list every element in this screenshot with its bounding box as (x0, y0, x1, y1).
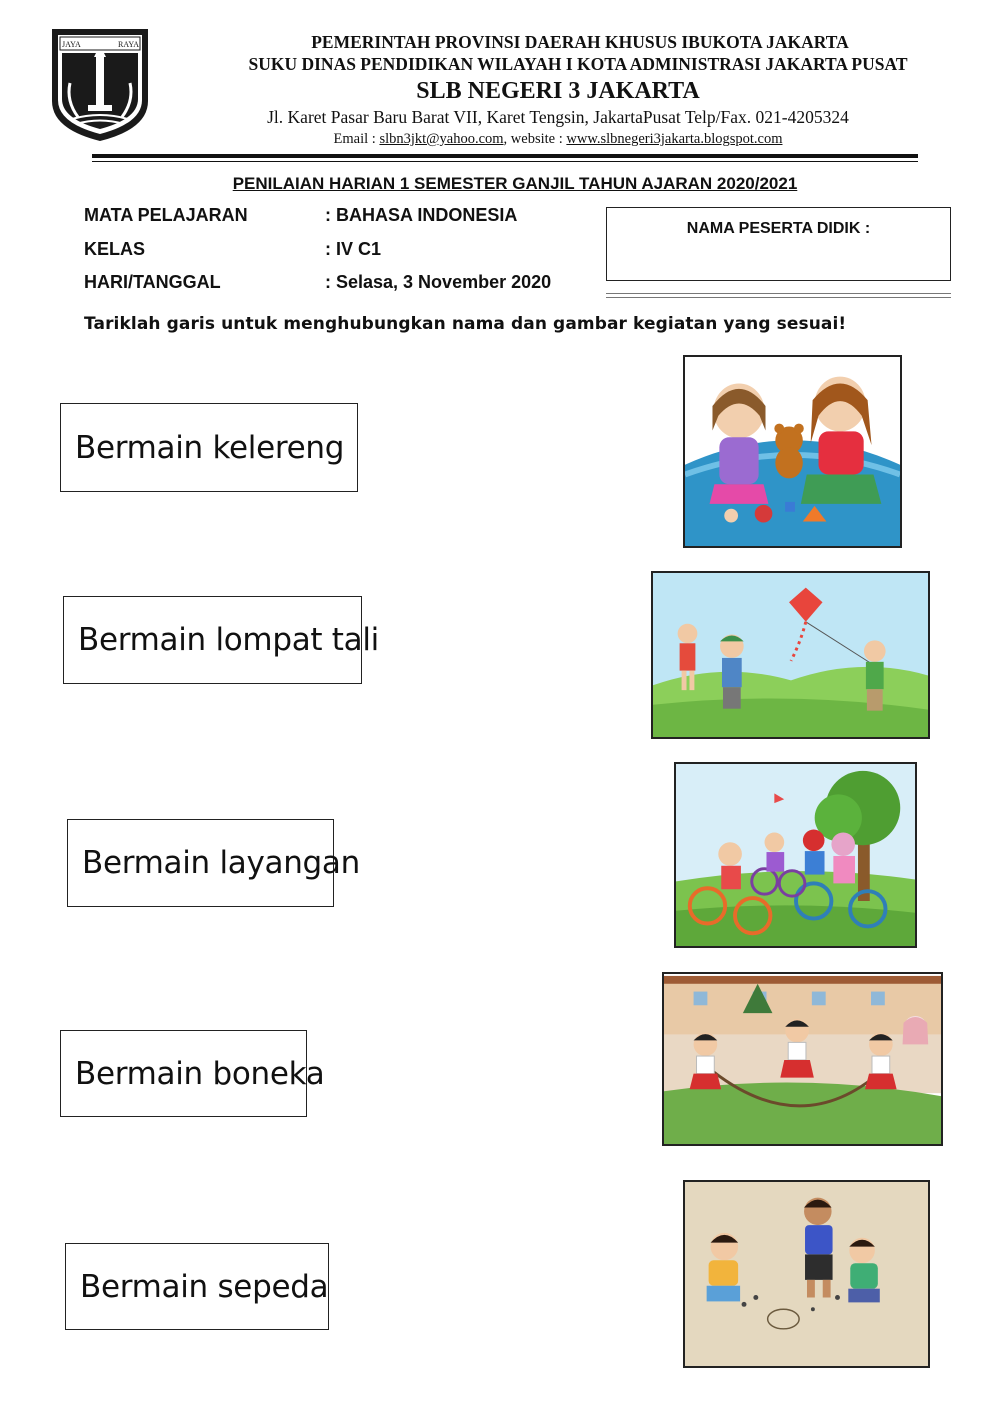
picture-children-riding-bicycles[interactable] (674, 762, 917, 948)
instruction-text: Tariklah garis untuk menghubungkan nama dan gambar kegiatan yang sesuai! (84, 314, 847, 334)
activity-label-box-1[interactable] (60, 403, 358, 492)
activity-label: Bermain kelereng (75, 429, 345, 466)
letterhead-rule-thick (92, 154, 918, 158)
info-separator-2 (606, 297, 951, 298)
activity-label-box-3[interactable] (67, 819, 360, 907)
student-name-box[interactable] (606, 207, 951, 281)
email-link[interactable]: slbn3jkt@yahoo.com (379, 131, 504, 147)
activity-label: Bermain layangan (82, 845, 360, 881)
date-value: : Selasa, 3 November 2020 (325, 272, 552, 292)
logo-text-right: RAYA (118, 40, 140, 49)
logo-text-left: JAYA (62, 40, 81, 49)
contact-line (58, 131, 1000, 148)
website-label: , website : (503, 131, 567, 147)
picture-girls-jumping-rope[interactable] (662, 972, 943, 1146)
info-separator (606, 293, 951, 294)
school-address: Jl. Karet Pasar Baru Barat VII, Karet Tengsin, JakartaPusat Telp/Fax. 021-4205324 (267, 107, 849, 127)
email-label: Email : (333, 131, 380, 147)
class-label: KELAS (84, 239, 146, 259)
exam-title: PENILAIAN HARIAN 1 SEMESTER GANJIL TAHUN AJARAN 2020/2021 (232, 174, 798, 193)
subject-label: MATA PELAJARAN (84, 205, 248, 225)
letterhead-line-1: PEMERINTAH PROVINSI DAERAH KHUSUS IBUKOTA JAKARTA (311, 32, 849, 52)
activity-label-box-2[interactable] (63, 596, 379, 684)
school-name: SLB NEGERI 3 JAKARTA (416, 78, 700, 104)
picture-children-flying-kite[interactable] (651, 571, 930, 739)
activity-label: Bermain lompat tali (78, 622, 379, 658)
letterhead-line-2: SUKU DINAS PENDIDIKAN WILAYAH I KOTA ADMINISTRASI JAKARTA PUSAT (248, 54, 908, 74)
activity-label-box-5[interactable] (65, 1243, 329, 1330)
student-name-label: NAMA PESERTA DIDIK : (686, 220, 871, 237)
picture-boys-playing-marbles[interactable] (683, 1180, 930, 1368)
activity-label: Bermain boneka (75, 1055, 325, 1092)
picture-girls-playing-with-teddy-bear[interactable] (683, 355, 902, 548)
date-label: HARI/TANGGAL (84, 272, 221, 292)
activity-label: Bermain sepeda (80, 1268, 329, 1305)
subject-value: : BAHASA INDONESIA (325, 205, 518, 225)
activity-label-box-4[interactable] (60, 1030, 325, 1117)
website-link[interactable]: www.slbnegeri3jakarta.blogspot.com (566, 131, 783, 147)
letterhead-rule-thin (92, 161, 918, 162)
class-value: : IV C1 (325, 239, 382, 259)
